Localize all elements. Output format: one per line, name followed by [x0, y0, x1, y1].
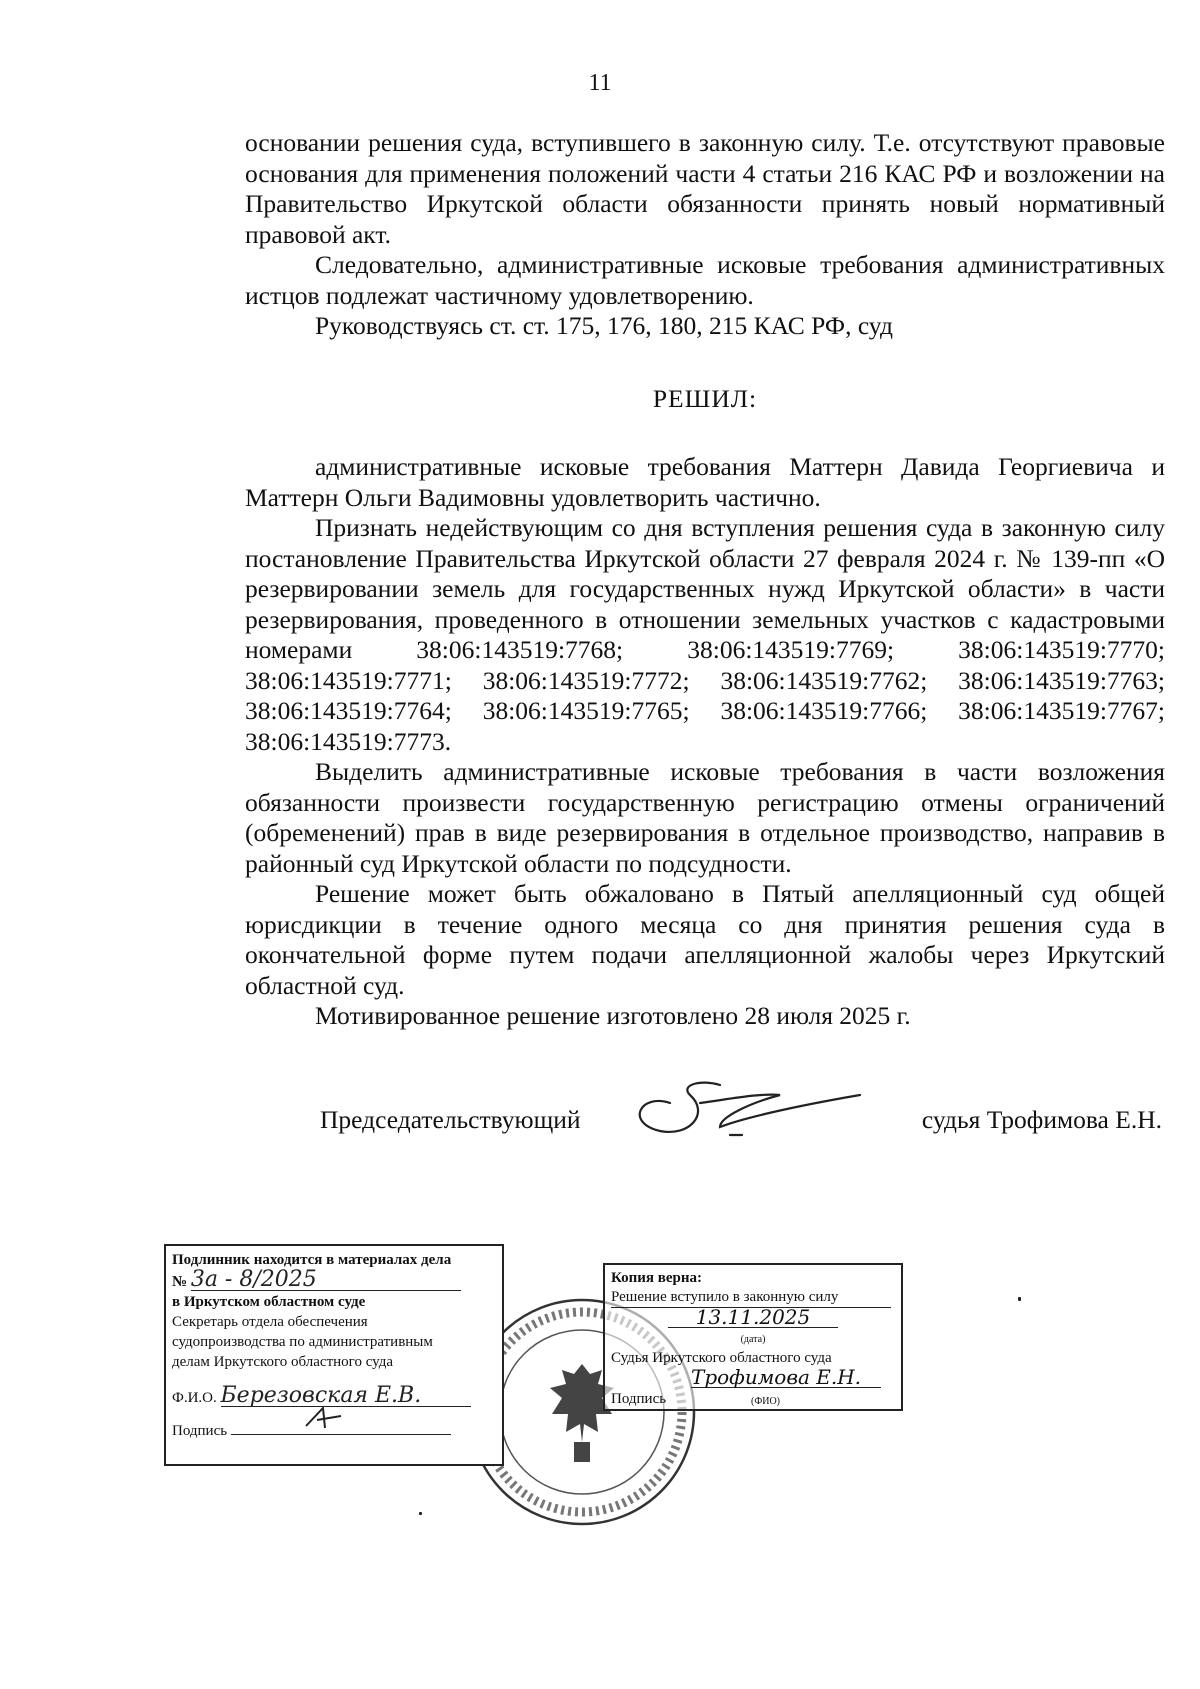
decision-paragraph-5: Мотивированное решение изготовлено 28 июля 2025 г.	[315, 1001, 911, 1030]
original-location-stamp	[164, 1244, 504, 1466]
case-number-prefix: №	[172, 1274, 188, 1290]
judge-fio-value: Трофимова Е.Н.	[691, 1368, 881, 1388]
stamp-right-line-4: Судья Иркутского областного суда	[611, 1350, 832, 1366]
fio-caption: (ФИО)	[751, 1396, 781, 1407]
stamp-left-line-5: судопроизводства по административным	[172, 1334, 433, 1350]
judge-signature	[630, 1073, 870, 1153]
copy-verified-stamp	[603, 1263, 903, 1411]
case-number-value: 3а - 8/2025	[191, 1270, 461, 1291]
paragraph-2: Следовательно, административные исковые требования административных истцов подлежат частичному удовлетворению.	[245, 250, 1165, 310]
judge-name: судья Трофимова Е.Н.	[921, 1105, 1162, 1134]
paragraph-1: основании решения суда, вступившего в законную силу. Т.е. отсутствуют правовые основания для применения положений части 4 статьи 216 КАС РФ и возложении на Правительство Иркутской области обязанности принять новый нормативный правовой акт.	[245, 128, 1165, 249]
document-body	[245, 128, 1165, 1032]
decision-paragraph-2: Признать недействующим со дня вступления решения суда в законную силу постановление Правительства Иркутской области 27 февраля 2024 г. № 139-пп «О резервировании земель для государственных нужд Иркутской области» в части резервирования, проведенного в отношении земельных участков с кадастровыми номерами 38:06:143519:7768; 38:06:143519:7769; 38:06:143519:7770; 38:06:143519:7771; 38:06:143519:7772; 38:06:143519:7762; 38:06:143519:7763; 38:06:143519:7764; 38:06:143519:7765; 38:06:143519:7766; 38:06:143519:7767; 38:06:143519:7773.	[245, 513, 1165, 756]
presiding-label: Председательствующий	[320, 1105, 581, 1134]
scan-speck	[419, 1512, 422, 1515]
decision-paragraph-3: Выделить административные исковые требования в части возложения обязанности произвести государственную регистрацию отмены ограничений (обременений) прав в виде резервирования в отдельное производство, направив в районный суд Иркутской области по подсудности.	[245, 757, 1165, 878]
date-caption: (дата)	[740, 1334, 766, 1345]
signature-line	[231, 1418, 451, 1435]
scan-speck	[1018, 1297, 1021, 1301]
fio-value: Березовская Е.В.	[221, 1386, 471, 1407]
decision-heading: РЕШИЛ:	[652, 383, 758, 413]
stamp-left-line-1: Подлинник находится в материалах дела	[172, 1252, 452, 1268]
page-number: 11	[588, 70, 612, 96]
signature-label: Подпись	[172, 1423, 228, 1439]
decision-paragraph-1: административные исковые требования Маттерн Давида Георгиевича и Маттерн Ольги Вадимовны удовлетворить частично.	[245, 452, 1165, 512]
stamp-right-sign-label: Подпись	[611, 1391, 667, 1407]
stamp-right-line-2: Решение вступило в законную силу	[611, 1288, 891, 1308]
stamp-right-title: Копия верна:	[611, 1270, 703, 1286]
paragraph-3: Руководствуясь ст. ст. 175, 176, 180, 215 КАС РФ, суд	[315, 311, 893, 340]
legal-force-date: 13.11.2025	[668, 1308, 838, 1328]
stamp-left-line-4: Секретарь отдела обеспечения	[172, 1314, 368, 1330]
signature-row	[0, 1095, 1200, 1145]
stamp-left-line-3: в Иркутском областном суде	[172, 1294, 366, 1310]
decision-paragraph-4: Решение может быть обжаловано в Пятый апелляционный суд общей юрисдикции в течение одного месяца со дня принятия решения суда в окончательной форме путем подачи апелляционной жалобы через Иркутский областной суд.	[245, 879, 1165, 1000]
secretary-signature	[301, 1402, 361, 1432]
stamp-left-line-6: делам Иркутского областного суда	[172, 1354, 394, 1370]
fio-label: Ф.И.О.	[172, 1390, 217, 1406]
